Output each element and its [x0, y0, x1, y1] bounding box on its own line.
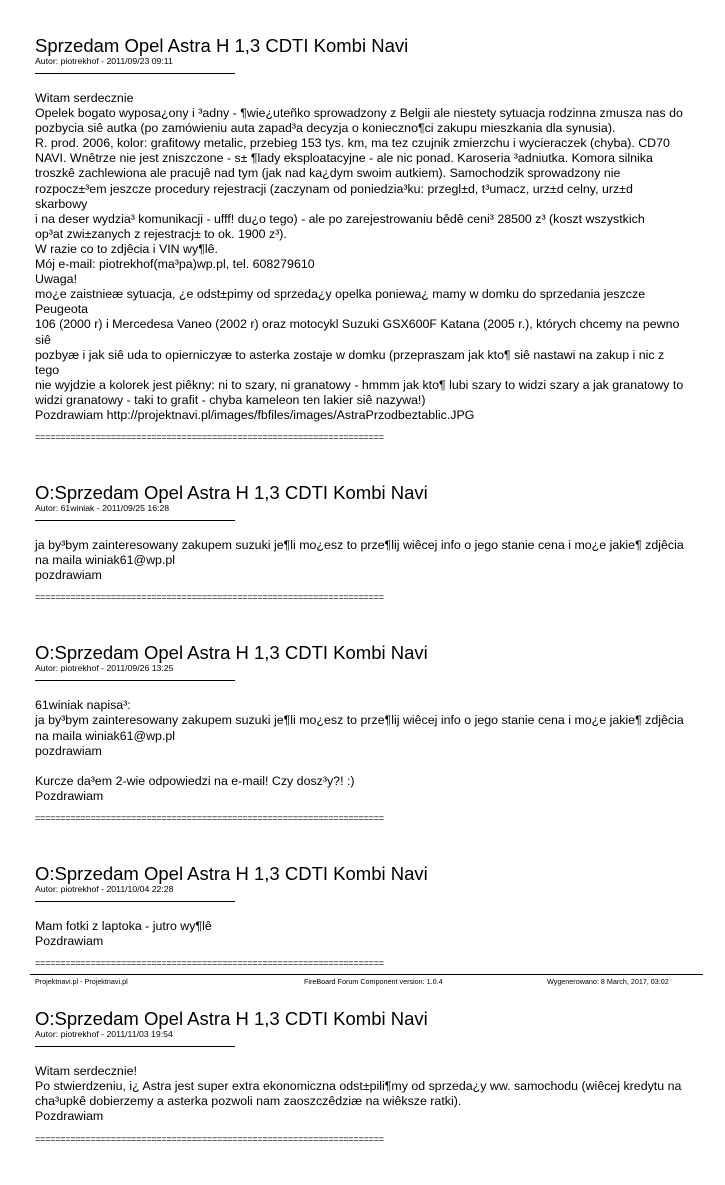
post-body-line: rozpocz±³em jeszcze procedury rejestracji (zaczynam od poniedzia³ku: przegl±d, t³umacz, urz±d celny, urz±d skarbowy	[35, 181, 637, 211]
post-body-line: cha³upkê dobierzemy a asterka pozwoli nam zaoszczêdziæ na wiêksze ratki).	[35, 1094, 462, 1109]
post-body-line: pozbycia siê autka (po zamówieniu auta zapad³a decyzja o konieczno¶ci zakupu mieszkania dla synusia).	[35, 121, 616, 136]
post-separator: =====================================================================	[35, 1133, 384, 1144]
forum-post	[35, 483, 685, 603]
post-body-line: pozdrawiam	[35, 743, 102, 758]
forum-thread	[35, 36, 685, 1185]
post-body-line: W razie co to zdjêcia i VIN wy¶lê.	[35, 241, 218, 256]
post-body	[35, 919, 685, 949]
post-separator: =====================================================================	[35, 432, 384, 443]
post-author-meta: Autor: piotrekhof - 2011/10/04 22:28	[35, 884, 174, 894]
post-body-line: 106 (2000 r) i Mercedesa Vaneo (2002 r) oraz motocykl Suzuki GSX600F Katana (2005 r.), których chcemy na pewno siê	[35, 317, 683, 347]
post-body-line: na maila winiak61@wp.pl	[35, 553, 175, 568]
post-body-line: Mój e-mail: piotrekhof(ma³pa)wp.pl, tel. 608279610	[35, 257, 315, 272]
post-body-line: nie wyjdzie a kolorek jest piêkny: ni to szary, ni granatowy - hmmm jak kto¶ lubi szary to widzi szary a jak granatowy to	[35, 377, 684, 392]
post-body-line	[35, 759, 685, 774]
post-title: O:Sprzedam Opel Astra H 1,3 CDTI Kombi Navi	[35, 642, 428, 664]
forum-post	[35, 864, 685, 969]
post-body-line: NAVI. Wnêtrze nie jest zniszczone - s± ¶lady eksploatacyjne - ale nic ponad. Karoseria ³adniutka. Komora silnika	[35, 151, 653, 166]
post-separator: =====================================================================	[35, 592, 384, 603]
post-body-line: ja by³bym zainteresowany zakupem suzuki je¶li mo¿esz to prze¶lij wiêcej info o jego stanie cena i mo¿e jakie¶ zdjêcia	[35, 713, 684, 728]
post-body-line: R. prod. 2006, kolor: grafitowy metalic, przebieg 153 tys. km, ma tez czujnik zmierzchu i wycieraczek (chyba). CD70	[35, 136, 670, 151]
title-underline	[35, 680, 235, 681]
post-author-meta: Autor: piotrekhof - 2011/09/23 09:11	[35, 56, 173, 66]
post-body-line: i na deser wydzia³ komunikacji - ufff! du¿o tego) - ale po zarejestrowaniu bêdê ceni³ 28500 z³ (koszt wszystkich	[35, 211, 645, 226]
post-body-line: 61winiak napisa³:	[35, 698, 131, 713]
post-body-line: Pozdrawiam	[35, 1109, 104, 1124]
footer-generated-date: Wygenerowano: 8 March, 2017, 03:02	[547, 977, 669, 986]
footer-divider	[30, 974, 703, 975]
title-underline	[35, 520, 235, 521]
post-body-line: op³at zwi±zanych z rejestracj± to ok. 1900 z³).	[35, 226, 287, 241]
footer-site-name: Projektnavi.pl - Projektnavi.pl	[35, 977, 128, 986]
post-body-line: Pozdrawiam	[35, 934, 104, 949]
post-body	[35, 1064, 685, 1124]
title-underline	[35, 1046, 235, 1047]
forum-post	[35, 36, 685, 443]
post-body-line: Uwaga!	[35, 272, 78, 287]
post-body-line: ja by³bym zainteresowany zakupem suzuki je¶li mo¿esz to prze¶lij wiêcej info o jego stanie cena i mo¿e jakie¶ zdjêcia	[35, 538, 684, 553]
post-body-line: Opelek bogato wyposa¿ony i ³adny - ¶wie¿uteñko sprowadzony z Belgii ale niestety sytuacja rodzinna zmusza nas do	[35, 106, 683, 121]
post-body	[35, 698, 685, 804]
post-body-line: Pozdrawiam http://projektnavi.pl/images/fbfiles/images/AstraPrzodbeztablic.JPG	[35, 407, 475, 422]
post-author-meta: Autor: piotrekhof - 2011/09/26 13:25	[35, 663, 174, 674]
title-underline	[35, 901, 235, 902]
post-title: O:Sprzedam Opel Astra H 1,3 CDTI Kombi Navi	[35, 1008, 428, 1030]
post-separator: =====================================================================	[35, 958, 384, 969]
post-body-line: Mam fotki z laptoka - jutro wy¶lê	[35, 919, 212, 933]
post-title: O:Sprzedam Opel Astra H 1,3 CDTI Kombi Navi	[35, 482, 428, 504]
post-author-meta: Autor: piotrekhof - 2011/11/03 19:54	[35, 1029, 173, 1040]
title-underline	[35, 73, 235, 74]
post-title: Sprzedam Opel Astra H 1,3 CDTI Kombi Navi	[35, 35, 409, 56]
post-body-line: na maila winiak61@wp.pl	[35, 728, 175, 743]
post-title: O:Sprzedam Opel Astra H 1,3 CDTI Kombi Navi	[35, 863, 428, 884]
post-body-line: pozdrawiam	[35, 568, 102, 583]
post-body-line: widzi granatowy - taki to grafit - chyba kameleon ten lakier siê nazywa!)	[35, 392, 426, 407]
post-body-line: Po stwierdzeniu, i¿ Astra jest super extra ekonomiczna odst±pili¶my od sprzeda¿y ww. samochodu (wiêcej kredytu na	[35, 1079, 682, 1094]
post-author-meta: Autor: 61winiak - 2011/09/25 16:28	[35, 503, 170, 514]
post-body-line: Witam serdecznie	[35, 91, 134, 105]
footer-component-version: FireBoard Forum Component version: 1.0.4	[304, 977, 443, 986]
post-separator: =====================================================================	[35, 813, 384, 823]
post-body-line: Kurcze da³em 2-wie odpowiedzi na e-mail! Czy dosz³y?! :)	[35, 773, 355, 788]
post-body-line: troszkê zachlewiona ale pracujê nad tym (jak nad ka¿dym swoim autkiem). Samochodzik sprowadzony nie	[35, 166, 621, 181]
forum-post	[35, 1009, 685, 1144]
forum-post	[35, 643, 685, 824]
post-body-line: pozbyæ i jak siê uda to opierniczyæ to asterka zostaje w domku (przepraszam jak kto¶ siê nastawi na zakup i nic z tego	[35, 347, 668, 377]
post-body	[35, 538, 685, 583]
post-body-line: mo¿e zaistnieæ sytuacja, ¿e odst±pimy od sprzeda¿y opelka poniewa¿ mamy w domku do sprzedania jeszcze Peugeota	[35, 287, 649, 317]
post-body-line: Witam serdecznie!	[35, 1064, 137, 1079]
post-body-line: Pozdrawiam	[35, 788, 104, 803]
post-body	[35, 91, 685, 423]
